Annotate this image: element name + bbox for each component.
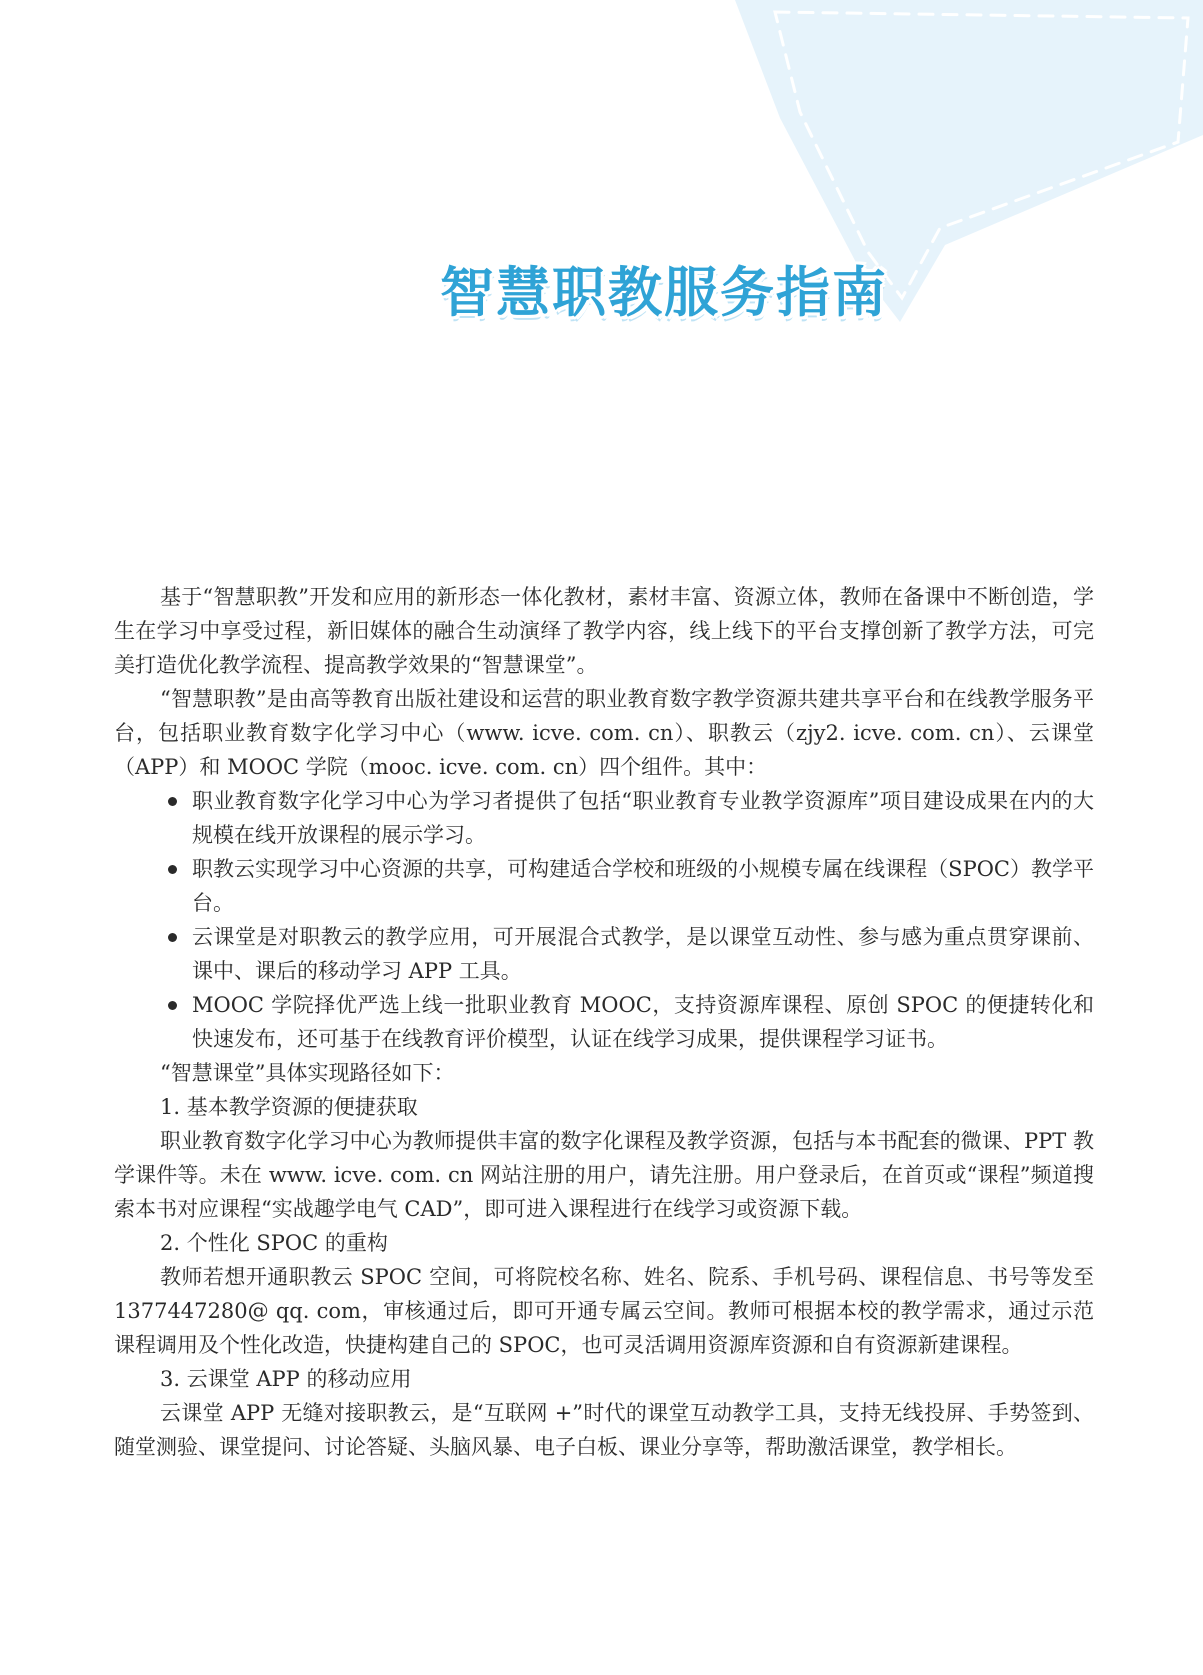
list-item: 职业教育数字化学习中心为学习者提供了包括“职业教育专业教学资源库”项目建设成果在内的大规模在线开放课程的展示学习。 [114, 784, 1094, 852]
section-heading-1: 1. 基本教学资源的便捷获取 [160, 1095, 418, 1119]
component-list [114, 784, 1094, 1056]
section-text-2: 教师若想开通职教云 SPOC 空间，可将院校名称、姓名、院系、手机号码、课程信息、书号等发至 1377447280@ qq. com，审核通过后，即可开通专属云空间。教师可根据本校的教学需求，通过示范课程调用及个性化改造，快捷构建自己的 SPOC，也可灵活调用资源库资源和自有资源新建课程。 [114, 1265, 1094, 1357]
section-text-1: 职业教育数字化学习中心为教师提供丰富的数字化课程及教学资源，包括与本书配套的微课、PPT 教学课件等。未在 www. icve. com. cn 网站注册的用户，请先注册。用户登录后，在首页或“课程”频道搜索本书对应课程“实战趣学电气 CAD”，即可进入课程进行在线学习或资源下载。 [114, 1129, 1094, 1221]
section-heading-2: 2. 个性化 SPOC 的重构 [160, 1231, 388, 1255]
intro-paragraph-1: 基于“智慧职教”开发和应用的新形态一体化教材，素材丰富、资源立体，教师在备课中不断创造，学生在学习中享受过程，新旧媒体的融合生动演绎了教学内容，线上线下的平台支撑创新了教学方法，可完美打造优化教学流程、提高教学效果的“智慧课堂”。 [114, 585, 1094, 677]
list-item: 云课堂是对职教云的教学应用，可开展混合式教学，是以课堂互动性、参与感为重点贯穿课前、课中、课后的移动学习 APP 工具。 [114, 920, 1094, 988]
section-heading-3: 3. 云课堂 APP 的移动应用 [160, 1367, 412, 1391]
guide-body [114, 580, 1094, 1464]
path-intro: “智慧课堂”具体实现路径如下： [160, 1061, 455, 1085]
section-text-3: 云课堂 APP 无缝对接职教云，是“互联网 +”时代的课堂互动教学工具，支持无线投屏、手势签到、随堂测验、课堂提问、讨论答疑、头脑风暴、电子白板、课业分享等，帮助激活课堂，教学相长。 [114, 1401, 1094, 1459]
list-item: MOOC 学院择优严选上线一批职业教育 MOOC，支持资源库课程、原创 SPOC 的便捷转化和快速发布，还可基于在线教育评价模型，认证在线学习成果，提供课程学习证书。 [114, 988, 1094, 1056]
list-item: 职教云实现学习中心资源的共享，可构建适合学校和班级的小规模专属在线课程（SPOC）教学平台。 [114, 852, 1094, 920]
intro-paragraph-2: “智慧职教”是由高等教育出版社建设和运营的职业教育数字教学资源共建共享平台和在线教学服务平台，包括职业教育数字化学习中心（www. icve. com. cn）、职教云（zjy2. icve. com. cn）、云课堂（APP）和 MOOC 学院（mooc. icve. com. cn）四个组件。其中： [114, 687, 1094, 779]
page-title: 智慧职教服务指南 [440, 261, 888, 324]
